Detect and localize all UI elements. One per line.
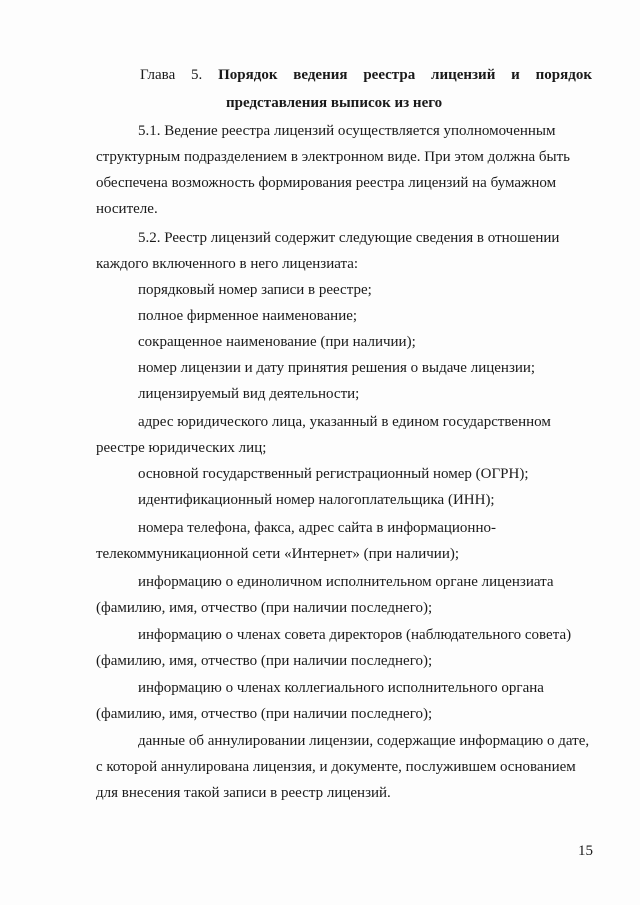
paragraph-5-1-line: структурным подразделением в электронном виде. При этом должна быть [96,149,570,165]
chapter-number: 5. [191,67,203,83]
list-item: полное фирменное наименование; [138,308,358,324]
list-item: номера телефона, факса, адрес сайта в информационно- [138,520,496,536]
list-item: идентификационный номер налогоплательщика (ИНН); [138,492,495,508]
list-item: основной государственный регистрационный номер (ОГРН); [138,466,529,482]
chapter-title-word: Порядок [218,67,278,83]
list-item: информацию о членах коллегиального исполнительного органа [138,680,544,696]
list-item: информацию о членах совета директоров (наблюдательного совета) [138,627,572,643]
list-item: данные об аннулировании лицензии, содержащие информацию о дате, [138,733,590,749]
chapter-title-word: ведения [293,67,348,83]
list-item: адрес юридического лица, указанный в едином государственном [138,414,551,430]
list-item: лицензируемый вид деятельности; [138,386,360,402]
list-item-continuation: с которой аннулирована лицензия, и документе, послужившем основанием [96,759,576,775]
paragraph-5-1-line: 5.1. Ведение реестра лицензий осуществляется уполномоченным [138,123,556,139]
list-item-continuation: телекоммуникационной сети «Интернет» (при наличии); [96,546,460,562]
list-item-continuation: (фамилию, имя, отчество (при наличии последнего); [96,600,433,616]
list-item: номер лицензии и дату принятия решения о выдаче лицензии; [138,360,536,376]
chapter-title-word: реестра [363,67,416,83]
chapter-title-word: и [511,67,520,83]
paragraph-5-1-line: носителе. [96,201,158,217]
chapter-title-word: лицензий [431,67,496,83]
list-item: порядковый номер записи в реестре; [138,282,372,298]
paragraph-5-2-line: каждого включенного в него лицензиата: [96,256,359,272]
list-item: информацию о единоличном исполнительном органе лицензиата [138,574,554,590]
page-number: 15 [578,843,593,859]
chapter-title-line2: представления выписок из него [226,95,443,111]
list-item-continuation: для внесения такой записи в реестр лицензий. [96,785,391,801]
list-item: сокращенное наименование (при наличии); [138,334,416,350]
chapter-label: Глава [140,67,176,83]
chapter-heading [140,66,592,84]
paragraph-5-1-line: обеспечена возможность формирования реестра лицензий на бумажном [96,175,557,191]
list-item-continuation: реестре юридических лиц; [96,440,267,456]
chapter-title-word: порядок [535,67,592,83]
list-item-continuation: (фамилию, имя, отчество (при наличии последнего); [96,706,433,722]
list-item-continuation: (фамилию, имя, отчество (при наличии последнего); [96,653,433,669]
paragraph-5-2-line: 5.2. Реестр лицензий содержит следующие сведения в отношении [138,230,560,246]
